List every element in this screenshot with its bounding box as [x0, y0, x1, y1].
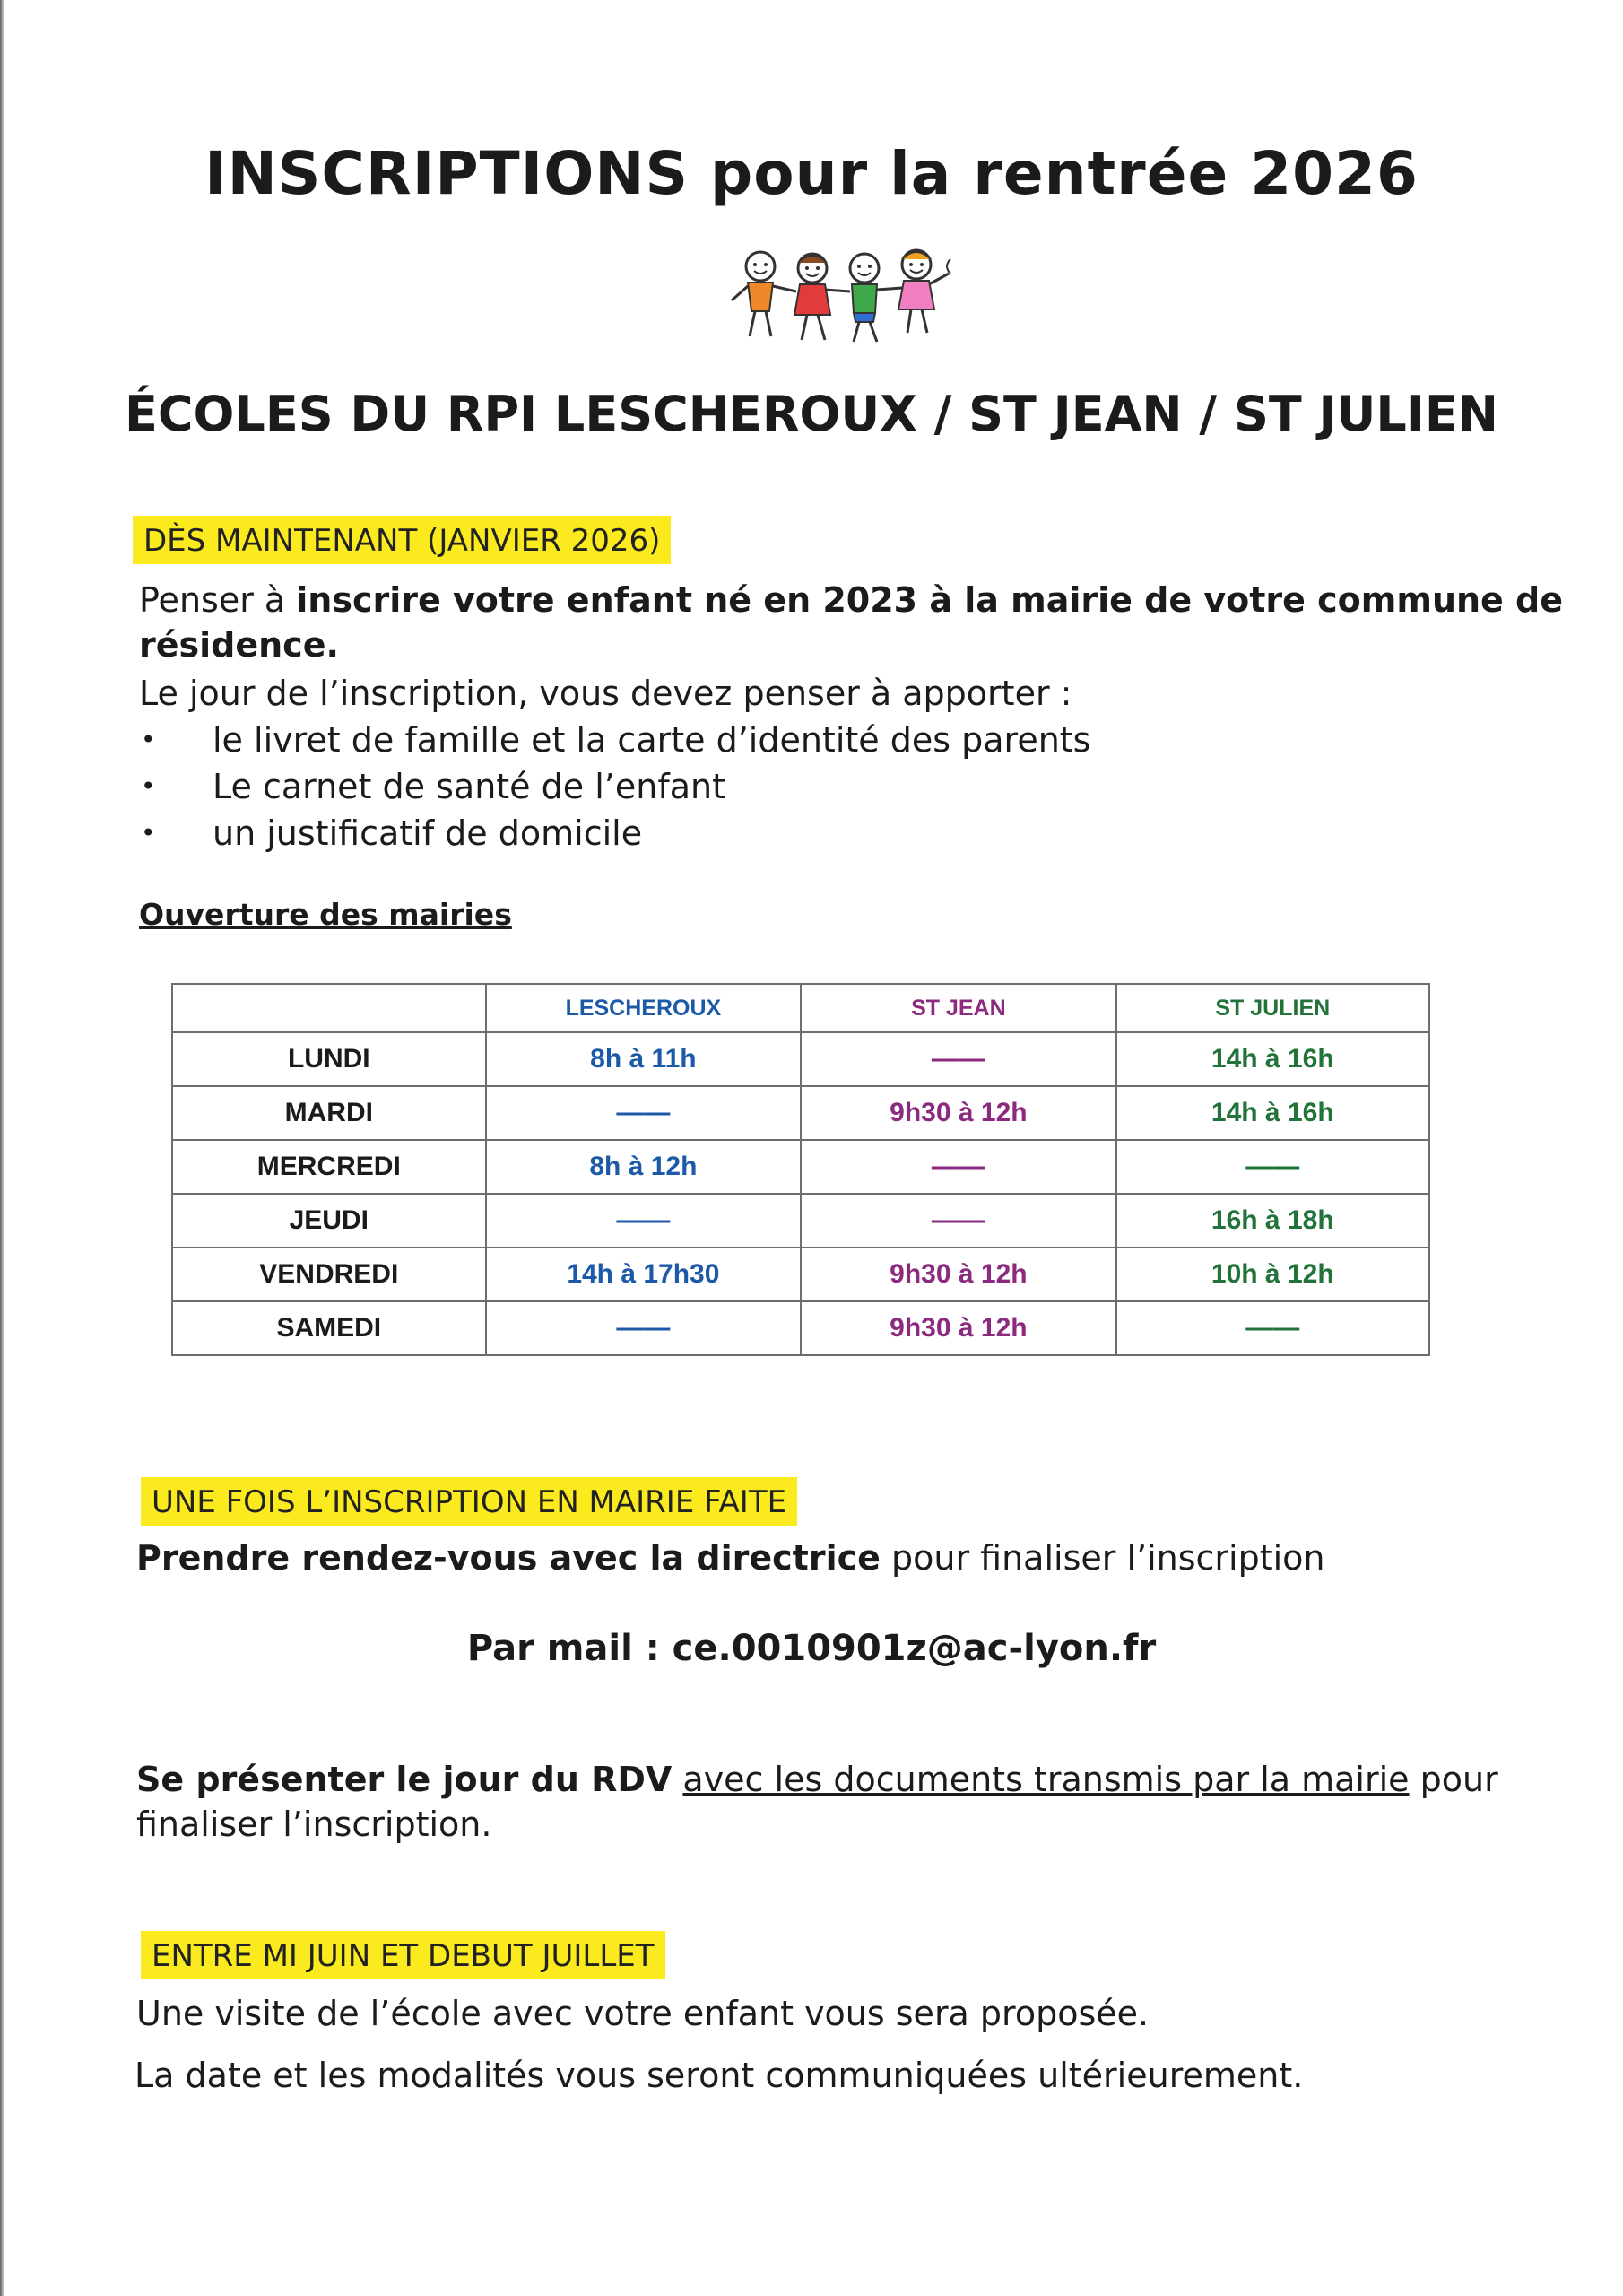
page-title: INSCRIPTIONS pour la rentrée 2026: [204, 139, 1419, 208]
page-edge: [0, 0, 4, 2296]
enroll-line-1-prefix: Penser à: [139, 580, 297, 620]
day-cell: SAMEDI: [172, 1301, 486, 1355]
enroll-line-1: [139, 577, 1563, 623]
stjean-cell: 9h30 à 12h: [801, 1248, 1115, 1301]
section-label-june-july: ENTRE MI JUIN ET DEBUT JUILLET: [141, 1931, 665, 1979]
day-cell: LUNDI: [172, 1032, 486, 1086]
stjulien-cell: ——: [1116, 1301, 1429, 1355]
dates-line: La date et les modalités vous seront communiquées ultérieurement.: [135, 2056, 1304, 2095]
email-address-link[interactable]: ce.0010901z@ac-lyon.fr: [672, 1628, 1157, 1669]
lescheroux-cell: ——: [486, 1194, 802, 1248]
bring-intro: Le jour de l’inscription, vous devez penser à apporter :: [139, 674, 1072, 713]
visit-line: Une visite de l’école avec votre enfant vous sera proposée.: [136, 1994, 1150, 2033]
list-item: [141, 717, 1091, 763]
enroll-line-2-bold: résidence.: [139, 625, 339, 665]
stjean-cell: ——: [801, 1194, 1115, 1248]
table-row: [172, 1140, 1429, 1194]
children-holding-hands-icon: [725, 247, 961, 347]
table-row: [172, 1032, 1429, 1086]
bullet-icon: •: [141, 771, 156, 801]
appointment-rest: pour finaliser l’inscription: [880, 1538, 1325, 1578]
list-item-text: un justificatif de domicile: [213, 813, 643, 853]
enroll-line-2: [139, 622, 339, 668]
day-cell: MERCREDI: [172, 1140, 486, 1194]
appointment-bold: Prendre rendez-vous avec la directrice: [136, 1538, 881, 1578]
table-row: [172, 1086, 1429, 1140]
enroll-line-1-bold: inscrire votre enfant né en 2023 à la mairie de votre commune de: [296, 580, 1564, 620]
stjean-cell: 9h30 à 12h: [801, 1301, 1115, 1355]
column-header-lescheroux: LESCHEROUX: [486, 984, 802, 1032]
bullet-icon: •: [141, 725, 156, 754]
lescheroux-cell: 8h à 11h: [486, 1032, 802, 1086]
lescheroux-cell: 14h à 17h30: [486, 1248, 802, 1301]
bullet-icon: •: [141, 818, 156, 848]
stjulien-cell: 14h à 16h: [1116, 1032, 1429, 1086]
present-line-1: [136, 1756, 1498, 1803]
hours-heading: Ouverture des mairies: [139, 897, 512, 932]
list-item: [141, 810, 643, 857]
present-underline: avec les documents transmis par la mairie: [682, 1760, 1410, 1799]
table-row: [172, 1301, 1429, 1355]
table-header-row: [172, 984, 1429, 1032]
stjulien-cell: 14h à 16h: [1116, 1086, 1429, 1140]
present-rest: pour: [1409, 1760, 1498, 1799]
column-header-stjean: ST JEAN: [801, 984, 1115, 1032]
stjulien-cell: 10h à 12h: [1116, 1248, 1429, 1301]
lescheroux-cell: ——: [486, 1086, 802, 1140]
schools-subtitle: ÉCOLES DU RPI LESCHEROUX / ST JEAN / ST JULIEN: [125, 386, 1498, 442]
section-label-now: DÈS MAINTENANT (JANVIER 2026): [133, 516, 671, 564]
day-cell: JEUDI: [172, 1194, 486, 1248]
present-line-2: finaliser l’inscription.: [136, 1805, 492, 1844]
header-empty-cell: [172, 984, 486, 1032]
lescheroux-cell: 8h à 12h: [486, 1140, 802, 1194]
town-hall-hours-table: [171, 983, 1430, 1356]
stjean-cell: ——: [801, 1032, 1115, 1086]
present-bold: Se présenter le jour du RDV: [136, 1760, 673, 1799]
stjean-cell: 9h30 à 12h: [801, 1086, 1115, 1140]
appointment-line: [136, 1535, 1325, 1581]
section-label-after-registration: UNE FOIS L’INSCRIPTION EN MAIRIE FAITE: [141, 1477, 797, 1526]
table-row: [172, 1194, 1429, 1248]
stjulien-cell: ——: [1116, 1140, 1429, 1194]
day-cell: MARDI: [172, 1086, 486, 1140]
stjean-cell: ——: [801, 1140, 1115, 1194]
lescheroux-cell: ——: [486, 1301, 802, 1355]
email-label: Par mail :: [466, 1628, 673, 1669]
list-item: [141, 763, 725, 810]
list-item-text: le livret de famille et la carte d’identité des parents: [213, 720, 1091, 760]
table-row: [172, 1248, 1429, 1301]
day-cell: VENDREDI: [172, 1248, 486, 1301]
column-header-stjulien: ST JULIEN: [1116, 984, 1429, 1032]
stjulien-cell: 16h à 18h: [1116, 1194, 1429, 1248]
email-line: [0, 1628, 1623, 1669]
list-item-text: Le carnet de santé de l’enfant: [213, 767, 725, 806]
